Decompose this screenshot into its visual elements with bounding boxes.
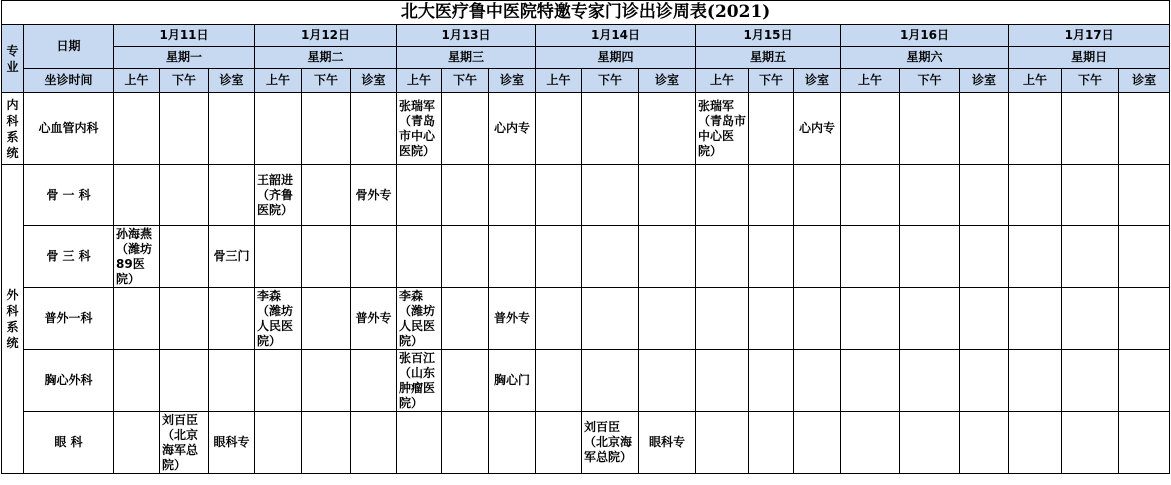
empty-cell [1119,350,1170,412]
am-header: 上午 [114,69,160,93]
empty-cell [209,288,255,350]
empty-cell [255,93,302,165]
empty-cell [1119,412,1170,474]
empty-cell [351,93,397,165]
doctor-cell: 张瑞军（青岛市中心医院） [397,93,442,165]
empty-cell [114,165,160,226]
weekday-cell: 星期六 [841,47,1009,69]
department-name: 眼 科 [24,412,114,474]
empty-cell [489,412,536,474]
room-header: 诊室 [489,69,536,93]
empty-cell [900,350,960,412]
empty-cell [1009,288,1062,350]
empty-cell [209,165,255,226]
empty-cell [841,226,900,288]
empty-cell [1119,226,1170,288]
date-cell: 1月13日 [397,25,536,47]
empty-cell [1062,165,1119,226]
empty-cell [900,412,960,474]
empty-cell [442,288,489,350]
empty-cell [1062,93,1119,165]
empty-cell [841,165,900,226]
empty-cell [302,165,351,226]
empty-cell [302,226,351,288]
system-label: 外科系统 [2,165,24,474]
empty-cell [255,350,302,412]
empty-cell [160,226,209,288]
doctor-cell: 李森（潍坊人民医院） [397,288,442,350]
empty-cell [960,412,1009,474]
empty-cell [1062,412,1119,474]
time-header: 坐诊时间 [24,69,114,93]
specialty-header: 专业 [2,25,24,93]
weekday-row [2,47,1170,69]
doctor-cell: 张百江（山东肿瘤医院） [397,350,442,412]
empty-cell [841,412,900,474]
schedule-row [2,350,1170,412]
empty-cell [582,288,639,350]
room-header: 诊室 [351,69,397,93]
empty-cell [1009,165,1062,226]
date-header: 日期 [24,25,114,69]
empty-cell [536,412,582,474]
date-cell: 1月14日 [536,25,696,47]
empty-cell [160,93,209,165]
room-header: 诊室 [209,69,255,93]
empty-cell [749,226,794,288]
empty-cell [841,288,900,350]
doctor-cell: 孙海燕（潍坊89医院） [114,226,160,288]
empty-cell [582,165,639,226]
room-cell: 骨外专 [351,165,397,226]
empty-cell [397,226,442,288]
empty-cell [351,226,397,288]
empty-cell [582,226,639,288]
empty-cell [442,165,489,226]
empty-cell [1009,226,1062,288]
empty-cell [536,288,582,350]
department-name: 心血管内科 [24,93,114,165]
weekday-cell: 星期日 [1009,47,1170,69]
empty-cell [114,350,160,412]
empty-cell [794,288,841,350]
date-cell: 1月16日 [841,25,1009,47]
pm-header: 下午 [442,69,489,93]
empty-cell [900,288,960,350]
date-row [2,25,1170,47]
empty-cell [749,93,794,165]
room-cell: 眼科专 [639,412,696,474]
empty-cell [489,165,536,226]
weekday-cell: 星期四 [536,47,696,69]
empty-cell [960,288,1009,350]
empty-cell [960,93,1009,165]
empty-cell [536,93,582,165]
empty-cell [114,93,160,165]
empty-cell [1009,93,1062,165]
schedule-table [1,0,1170,474]
doctor-cell: 刘百臣（北京海军总院） [160,412,209,474]
room-cell: 眼科专 [209,412,255,474]
am-header: 上午 [841,69,900,93]
empty-cell [696,350,749,412]
date-cell: 1月17日 [1009,25,1170,47]
date-cell: 1月12日 [255,25,397,47]
schedule-row [2,165,1170,226]
pm-header: 下午 [1062,69,1119,93]
empty-cell [160,165,209,226]
empty-cell [442,226,489,288]
empty-cell [749,288,794,350]
doctor-cell: 李森（潍坊人民医院） [255,288,302,350]
date-cell: 1月15日 [696,25,841,47]
empty-cell [794,350,841,412]
schedule-row [2,412,1170,474]
empty-cell [749,412,794,474]
empty-cell [749,350,794,412]
empty-cell [209,93,255,165]
empty-cell [749,165,794,226]
empty-cell [960,226,1009,288]
empty-cell [582,350,639,412]
empty-cell [397,412,442,474]
room-cell: 骨三门 [209,226,255,288]
am-header: 上午 [397,69,442,93]
department-name: 骨 一 科 [24,165,114,226]
am-header: 上午 [536,69,582,93]
empty-cell [536,226,582,288]
date-cell: 1月11日 [114,25,255,47]
empty-cell [1062,226,1119,288]
empty-cell [960,165,1009,226]
empty-cell [442,412,489,474]
empty-cell [1062,288,1119,350]
empty-cell [1119,93,1170,165]
empty-cell [114,412,160,474]
empty-cell [841,93,900,165]
empty-cell [639,288,696,350]
empty-cell [397,165,442,226]
time-slot-row [2,69,1170,93]
empty-cell [536,350,582,412]
doctor-cell: 刘百臣（北京海军总院） [582,412,639,474]
empty-cell [160,288,209,350]
room-header: 诊室 [639,69,696,93]
weekday-cell: 星期一 [114,47,255,69]
empty-cell [489,226,536,288]
room-cell: 普外专 [351,288,397,350]
empty-cell [960,350,1009,412]
room-header: 诊室 [1119,69,1170,93]
pm-header: 下午 [302,69,351,93]
empty-cell [639,226,696,288]
empty-cell [114,288,160,350]
empty-cell [696,412,749,474]
empty-cell [1119,288,1170,350]
am-header: 上午 [696,69,749,93]
room-cell: 普外专 [489,288,536,350]
schedule-row [2,93,1170,165]
empty-cell [794,226,841,288]
room-header: 诊室 [960,69,1009,93]
empty-cell [536,165,582,226]
empty-cell [794,412,841,474]
department-name: 胸心外科 [24,350,114,412]
empty-cell [841,350,900,412]
department-name: 普外一科 [24,288,114,350]
am-header: 上午 [255,69,302,93]
empty-cell [1009,350,1062,412]
empty-cell [900,226,960,288]
pm-header: 下午 [749,69,794,93]
empty-cell [302,350,351,412]
empty-cell [696,165,749,226]
page-title: 北大医疗鲁中医院特邀专家门诊出诊周表(2021) [2,1,1170,25]
system-label: 内科系统 [2,93,24,165]
weekday-cell: 星期二 [255,47,397,69]
empty-cell [442,350,489,412]
room-cell: 胸心门 [489,350,536,412]
empty-cell [639,350,696,412]
doctor-cell: 王韶进（齐鲁医院） [255,165,302,226]
empty-cell [351,350,397,412]
empty-cell [1009,412,1062,474]
empty-cell [351,412,397,474]
pm-header: 下午 [160,69,209,93]
empty-cell [302,288,351,350]
empty-cell [160,350,209,412]
empty-cell [442,93,489,165]
empty-cell [900,93,960,165]
empty-cell [696,226,749,288]
empty-cell [639,165,696,226]
room-cell: 心内专 [489,93,536,165]
weekday-cell: 星期五 [696,47,841,69]
am-header: 上午 [1009,69,1062,93]
empty-cell [582,93,639,165]
empty-cell [255,226,302,288]
pm-header: 下午 [582,69,639,93]
empty-cell [639,93,696,165]
room-header: 诊室 [794,69,841,93]
empty-cell [255,412,302,474]
empty-cell [900,165,960,226]
empty-cell [1062,350,1119,412]
weekday-cell: 星期三 [397,47,536,69]
empty-cell [1119,165,1170,226]
pm-header: 下午 [900,69,960,93]
department-name: 骨 三 科 [24,226,114,288]
empty-cell [209,350,255,412]
schedule-row [2,288,1170,350]
schedule-row [2,226,1170,288]
room-cell: 心内专 [794,93,841,165]
empty-cell [302,412,351,474]
doctor-cell: 张瑞军（青岛市中心医院） [696,93,749,165]
empty-cell [302,93,351,165]
empty-cell [696,288,749,350]
empty-cell [794,165,841,226]
